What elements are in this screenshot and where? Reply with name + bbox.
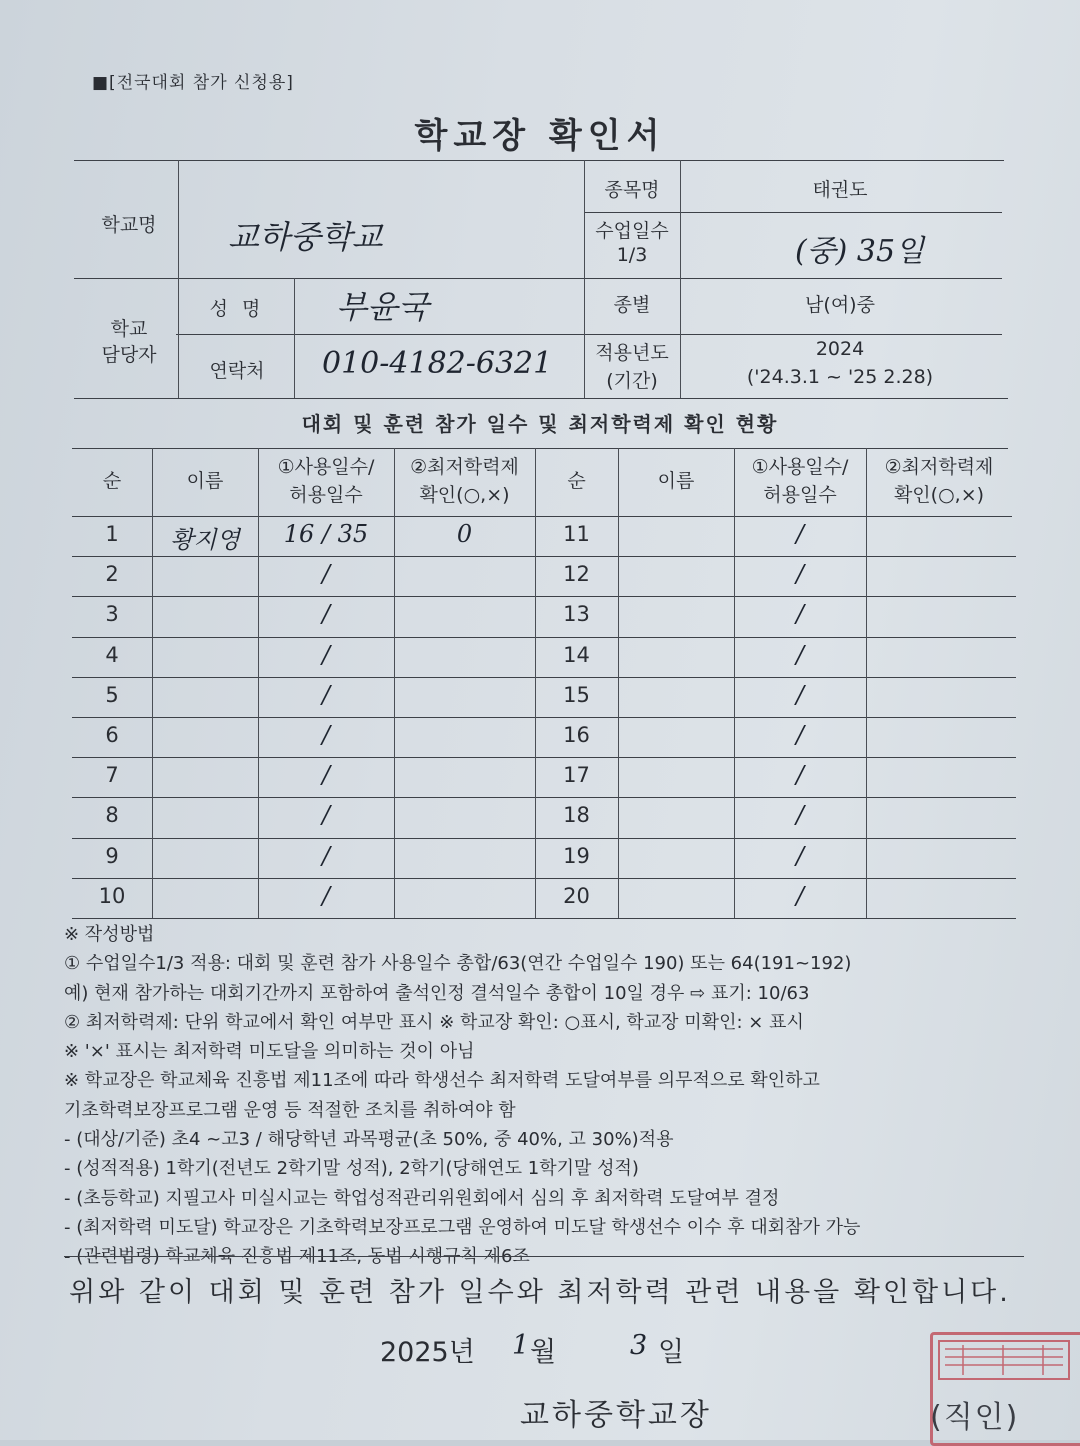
column-header-name: 이름: [186, 470, 224, 492]
instructions: [64, 920, 1044, 1272]
note-line: ※ 작성방법: [64, 924, 155, 945]
row-days: /: [321, 842, 331, 870]
column-header-no: 순: [102, 470, 122, 492]
note-line: ② 최저학력제: 단위 학교에서 확인 여부만 표시 ※ 학교장 확인: ○표시, 학교장 미확인: × 표시: [64, 1011, 804, 1033]
row-days: /: [321, 560, 331, 588]
note-line: - (초등학교) 지필고사 미실시교는 학업성적관리위원회에서 심의 후 최저학력 도달여부 결정: [64, 1187, 780, 1209]
row-number: 2: [105, 562, 119, 586]
row-days: /: [321, 600, 331, 628]
info-top-border: [74, 160, 1004, 161]
column-header-name: 이름: [657, 470, 695, 492]
note-line: - (관련법령) 학교체육 진흥법 제11조, 동법 시행규칙 제6조: [64, 1246, 530, 1268]
row-check: 0: [456, 520, 473, 548]
date-day-value: 3: [630, 1330, 648, 1361]
date-month-unit: 월: [530, 1337, 557, 1368]
row-number: 5: [105, 683, 119, 707]
row-days: /: [321, 882, 331, 910]
row-number: 14: [563, 643, 590, 667]
row-days: /: [795, 882, 805, 910]
row-number: 17: [563, 763, 590, 787]
class-days-value: (중) 35일: [795, 234, 925, 269]
row-number: 12: [563, 562, 590, 586]
column-header-days-allowed: 허용일수: [289, 484, 363, 506]
column-header-check: ②최저학력제: [884, 456, 994, 478]
staff-label-2: 담당자: [101, 344, 157, 366]
note-line: - (성적적용) 1학기(전년도 2학기말 성적), 2학기(당해연도 1학기말 성적): [64, 1158, 639, 1180]
column-header-days-allowed: 허용일수: [763, 484, 837, 506]
row-number: 9: [105, 844, 119, 868]
row-days: /: [321, 801, 331, 829]
note-line: - (대상/기준) 초4 ~고3 / 해당학년 과목평균(초 50%, 중 40%, 고 30%)적용: [64, 1129, 674, 1151]
column-header-days: ①사용일수/: [277, 456, 375, 478]
column-header-check-mark: 확인(○,×): [893, 484, 985, 506]
row-days: /: [321, 681, 331, 709]
note-line: 기초학력보장프로그램 운영 등 적절한 조치를 취하여야 함: [64, 1099, 516, 1121]
row-days: /: [321, 761, 331, 789]
row-number: 4: [105, 643, 119, 667]
school-name-value: 교하중학교: [228, 218, 383, 256]
row-number: 6: [105, 723, 119, 747]
row-number: 19: [563, 844, 590, 868]
note-line: ※ 학교장은 학교체육 진흥법 제11조에 따라 학생선수 최저학력 도달여부를 의무적으로 확인하고: [64, 1070, 820, 1092]
date-year: 2025년: [380, 1337, 475, 1368]
class-days-fraction: 1/3: [616, 244, 648, 266]
category-label: 종별: [613, 294, 651, 316]
row-number: 18: [563, 803, 590, 827]
row-number: 13: [563, 602, 590, 626]
row-days: /: [795, 520, 805, 548]
form-type-tag: ■[전국대회 참가 신청용]: [92, 73, 294, 93]
year-value: 2024: [815, 338, 865, 360]
contact-value: 010-4182-6321: [322, 346, 553, 381]
row-number: 11: [563, 522, 590, 546]
row-days: /: [795, 761, 805, 789]
column-header-check: ②최저학력제: [410, 456, 519, 478]
date-day-unit: 일: [658, 1337, 685, 1368]
school-name-label: 학교명: [101, 214, 157, 236]
sport-value: 태권도: [812, 179, 868, 201]
row-number: 20: [563, 884, 590, 908]
section-heading: 대회 및 훈련 참가 일수 및 최저학력제 확인 현황: [301, 412, 779, 436]
confirmation-statement: 위와 같이 대회 및 훈련 참가 일수와 최저학력 관련 내용을 확인합니다.: [69, 1277, 1011, 1308]
period-value: ('24.3.1 ~ '25 2.28): [746, 366, 934, 388]
page-title: 학교장 확인서: [414, 116, 666, 156]
row-days: 16 / 35: [283, 520, 369, 548]
note-line: ① 수업일수1/3 적용: 대회 및 훈련 참가 사용일수 총합/63(연간 수업일수 190) 또는 64(191~192): [64, 953, 852, 975]
row-days: /: [321, 641, 331, 669]
seal-pattern-icon: [933, 1335, 1075, 1385]
row-days: /: [795, 560, 805, 588]
note-line: 예) 현재 참가하는 대회기간까지 포함하여 출석인정 결석일수 총합이 10일 경우 ⇨ 표기: 10/63: [64, 982, 810, 1004]
row-days: /: [321, 721, 331, 749]
sport-label: 종목명: [604, 179, 660, 201]
row-number: 8: [105, 803, 119, 827]
notes-bottom-border: [64, 1256, 1024, 1257]
date-month-value: 1: [512, 1330, 530, 1361]
staff-name-value: 부윤국: [336, 288, 429, 326]
column-header-days: ①사용일수/: [751, 456, 849, 478]
row-name: 황지영: [170, 526, 240, 554]
row-number: 1: [105, 522, 119, 546]
category-value: 남(여)중: [805, 294, 875, 316]
note-line: ※ '×' 표시는 최저학력 미도달을 의미하는 것이 아님: [64, 1041, 475, 1063]
row-number: 15: [563, 683, 590, 707]
column-header-check-mark: 확인(○,×): [419, 484, 510, 506]
row-number: 16: [563, 723, 590, 747]
class-days-label: 수업일수: [595, 220, 669, 242]
staff-name-label: 성 명: [209, 298, 265, 320]
row-days: /: [795, 801, 805, 829]
row-days: /: [795, 721, 805, 749]
row-days: /: [795, 641, 805, 669]
contact-label: 연락처: [209, 360, 265, 382]
row-days: /: [795, 600, 805, 628]
seal-label: (직인): [930, 1400, 1020, 1435]
row-days: /: [795, 842, 805, 870]
column-header-no: 순: [567, 470, 586, 492]
year-label-period: (기간): [606, 370, 658, 392]
row-number: 7: [105, 763, 119, 787]
row-number: 10: [98, 884, 126, 908]
row-number: 3: [105, 602, 119, 626]
principal-title: 교하중학교장: [520, 1398, 712, 1433]
note-line: - (최저학력 미도달) 학교장은 기초학력보장프로그램 운영하여 미도달 학생선수 이수 후 대회참가 가능: [64, 1216, 861, 1238]
staff-label: 학교: [110, 318, 148, 340]
year-label: 적용년도: [595, 342, 669, 364]
row-days: /: [795, 681, 805, 709]
